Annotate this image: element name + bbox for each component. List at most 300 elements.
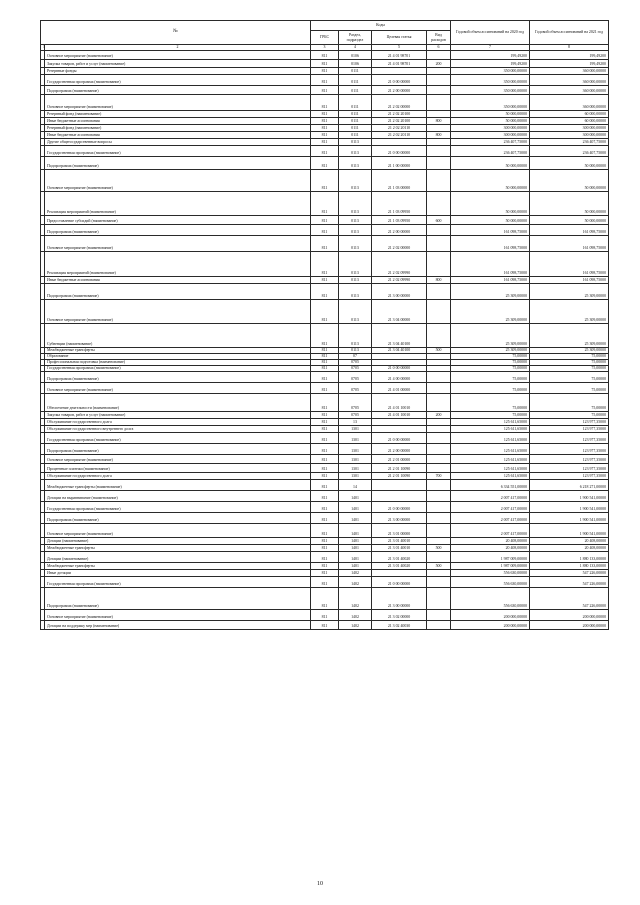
table-row — [41, 491, 609, 502]
row-vr — [427, 372, 451, 383]
row-year2: 123 977,35000 — [530, 419, 609, 426]
row-year1: 350 000,00000 — [451, 95, 530, 111]
row-year1: 199,49200 — [451, 60, 530, 68]
row-year2: 123 977,35000 — [530, 473, 609, 480]
table-row — [41, 545, 609, 552]
row-target: 21 4 00 00000 — [372, 372, 427, 383]
row-target: 21 3 01 40020 — [372, 563, 427, 570]
row-grbs: 811 — [311, 444, 339, 455]
row-name: Резервный фонд (наименование) — [45, 125, 311, 132]
row-name: Закупка товаров, работ и услуг (наименование) — [45, 60, 311, 68]
table-row — [41, 538, 609, 545]
table-row — [41, 125, 609, 132]
row-grbs: 811 — [311, 455, 339, 464]
row-section: 0113 — [339, 277, 372, 284]
row-year2: 123 977,35000 — [530, 426, 609, 433]
row-section: 1401 — [339, 524, 372, 538]
row-year2: 1 900 541,00000 — [530, 491, 609, 502]
row-year2: 20 408,00000 — [530, 545, 609, 552]
row-grbs: 811 — [311, 192, 339, 216]
row-vr: 200 — [427, 60, 451, 68]
row-grbs: 811 — [311, 394, 339, 412]
row-vr: 800 — [427, 132, 451, 139]
table-row — [41, 132, 609, 139]
table-row — [41, 394, 609, 412]
table-row — [41, 252, 609, 277]
row-year1: 350 000,00000 — [451, 86, 530, 95]
row-vr — [427, 524, 451, 538]
row-year1: 161 098,75000 — [451, 225, 530, 236]
table-row — [41, 75, 609, 86]
row-year1: 236 407,75000 — [451, 146, 530, 157]
row-grbs: 811 — [311, 577, 339, 588]
row-vr: 500 — [427, 348, 451, 354]
table-row — [41, 480, 609, 491]
header-grbs: ГРБС — [311, 31, 339, 45]
row-name: Межбюджетные трансферты (наименование) — [45, 480, 311, 491]
row-target: 21 3 01 40020 — [372, 552, 427, 563]
row-year2: 75,00000 — [530, 354, 609, 360]
row-year1: 75,00000 — [451, 372, 530, 383]
row-target: 21 0 00 00000 — [372, 577, 427, 588]
row-target: 21 2 02 00000 — [372, 236, 427, 252]
row-section: 0113 — [339, 216, 372, 225]
row-name: Подпрограмма (наименование) — [45, 157, 311, 170]
row-vr — [427, 125, 451, 132]
row-target: 21 0 00 00000 — [372, 75, 427, 86]
row-year1: 6 334 551,00000 — [451, 480, 530, 491]
row-year1: 125 611,65000 — [451, 464, 530, 473]
row-vr — [427, 394, 451, 412]
row-grbs: 811 — [311, 252, 339, 277]
row-name: Межбюджетные трансферты — [45, 545, 311, 552]
row-grbs: 811 — [311, 360, 339, 366]
row-year1: 199,49200 — [451, 51, 530, 60]
row-grbs: 811 — [311, 464, 339, 473]
row-section: 0106 — [339, 60, 372, 68]
row-section: 0113 — [339, 300, 372, 324]
row-grbs: 811 — [311, 513, 339, 524]
row-vr — [427, 284, 451, 300]
row-name: Дотации (наименование) — [45, 538, 311, 545]
row-name: Государственная программа (наименование) — [45, 75, 311, 86]
table-row — [41, 577, 609, 588]
row-vr — [427, 570, 451, 577]
row-name: Резервные фонды — [45, 68, 311, 75]
row-year2: 199,49200 — [530, 51, 609, 60]
row-section: 0111 — [339, 118, 372, 125]
row-section: 1401 — [339, 513, 372, 524]
row-grbs: 811 — [311, 236, 339, 252]
row-name: Основное мероприятие (наименование) — [45, 455, 311, 464]
row-name: Субвенции (наименование) — [45, 324, 311, 348]
row-name: Обслуживание государственного внутреннего долга — [45, 426, 311, 433]
row-grbs: 811 — [311, 570, 339, 577]
row-target: 21 1 03 09950 — [372, 216, 427, 225]
row-name: Реализация мероприятий (наименование) — [45, 252, 311, 277]
row-target: 21 2 02 09990 — [372, 252, 427, 277]
table-row — [41, 216, 609, 225]
row-target: 21 3 01 40010 — [372, 545, 427, 552]
row-name: Основное мероприятие (наименование) — [45, 95, 311, 111]
row-grbs: 811 — [311, 480, 339, 491]
row-vr — [427, 444, 451, 455]
table-row — [41, 502, 609, 513]
row-vr — [427, 324, 451, 348]
row-vr — [427, 383, 451, 394]
row-section: 0113 — [339, 225, 372, 236]
table-row — [41, 570, 609, 577]
row-section: 1301 — [339, 455, 372, 464]
row-section: 0113 — [339, 192, 372, 216]
header-section: Раздел, подраздел — [339, 31, 372, 45]
row-vr — [427, 577, 451, 588]
row-year2: 50 000,00000 — [530, 170, 609, 192]
table-row — [41, 236, 609, 252]
row-target — [372, 419, 427, 426]
row-target — [372, 480, 427, 491]
row-target: 21 0 00 00000 — [372, 366, 427, 372]
row-grbs: 811 — [311, 139, 339, 146]
row-year1: 125 611,65000 — [451, 444, 530, 455]
row-target: 21 3 02 40030 — [372, 621, 427, 630]
row-grbs: 811 — [311, 324, 339, 348]
row-year1: 200 000,00000 — [451, 621, 530, 630]
row-year1: 75,00000 — [451, 394, 530, 412]
row-grbs: 811 — [311, 95, 339, 111]
row-year2: 75,00000 — [530, 412, 609, 419]
row-year2: 360 000,00000 — [530, 68, 609, 75]
row-target: 21 4 01 10010 — [372, 412, 427, 419]
table-row — [41, 170, 609, 192]
row-year1: 2 007 417,00000 — [451, 502, 530, 513]
row-year2: 300 000,00000 — [530, 132, 609, 139]
table-row — [41, 444, 609, 455]
row-name: Иные бюджетные ассигнования — [45, 132, 311, 139]
row-section: 13 — [339, 419, 372, 426]
header-index: 6 — [427, 45, 451, 51]
row-target: 21 3 01 00000 — [372, 524, 427, 538]
row-vr — [427, 464, 451, 473]
row-name: Основное мероприятие (наименование) — [45, 300, 311, 324]
table-row — [41, 277, 609, 284]
row-year2: 1 900 541,00000 — [530, 524, 609, 538]
row-year2: 1 900 541,00000 — [530, 502, 609, 513]
row-section: 14 — [339, 480, 372, 491]
row-target: 21 4 01 98701 — [372, 51, 427, 60]
row-grbs: 811 — [311, 545, 339, 552]
row-year1: 125 611,65000 — [451, 419, 530, 426]
row-year1: 125 611,65000 — [451, 426, 530, 433]
row-target: 21 4 01 10010 — [372, 394, 427, 412]
row-section: 1401 — [339, 563, 372, 570]
row-name: Резервный фонд (наименование) — [45, 111, 311, 118]
row-year2: 75,00000 — [530, 394, 609, 412]
row-name: Обслуживание государственного долга — [45, 419, 311, 426]
row-year2: 60 000,00000 — [530, 111, 609, 118]
row-year1: 236 407,75000 — [451, 139, 530, 146]
row-target — [372, 570, 427, 577]
table-body — [41, 51, 609, 630]
row-target: 21 3 01 40010 — [372, 538, 427, 545]
row-section: 0106 — [339, 51, 372, 60]
row-target: 21 4 01 98701 — [372, 60, 427, 68]
row-grbs: 811 — [311, 125, 339, 132]
row-target: 21 1 03 00000 — [372, 170, 427, 192]
row-year1: 350 000,00000 — [451, 68, 530, 75]
row-section: 0113 — [339, 170, 372, 192]
row-year2: 20 408,00000 — [530, 538, 609, 545]
row-year1: 75,00000 — [451, 360, 530, 366]
row-vr: 600 — [427, 216, 451, 225]
row-target: 21 0 00 00000 — [372, 146, 427, 157]
row-section: 0705 — [339, 372, 372, 383]
row-target: 21 2 02 20100 — [372, 118, 427, 125]
table-row — [41, 146, 609, 157]
row-vr: 800 — [427, 277, 451, 284]
row-year1: 161 098,75000 — [451, 277, 530, 284]
row-year2: 123 977,35000 — [530, 464, 609, 473]
row-vr — [427, 588, 451, 610]
row-grbs: 811 — [311, 621, 339, 630]
row-year2: 1 880 133,00000 — [530, 563, 609, 570]
row-target: 21 3 00 00000 — [372, 588, 427, 610]
row-section: 0113 — [339, 324, 372, 348]
table-row — [41, 60, 609, 68]
row-vr — [427, 502, 451, 513]
row-section: 0705 — [339, 383, 372, 394]
row-year2: 200 000,00000 — [530, 621, 609, 630]
row-vr: 500 — [427, 563, 451, 570]
row-target: 21 2 00 00000 — [372, 86, 427, 95]
row-year2: 161 098,75000 — [530, 277, 609, 284]
row-target: 21 2 01 00000 — [372, 455, 427, 464]
row-vr: 800 — [427, 118, 451, 125]
row-year1: 75,00000 — [451, 412, 530, 419]
row-grbs: 811 — [311, 157, 339, 170]
row-vr — [427, 192, 451, 216]
row-section: 0111 — [339, 95, 372, 111]
table-row — [41, 111, 609, 118]
table-row — [41, 426, 609, 433]
table-row — [41, 86, 609, 95]
table-row — [41, 513, 609, 524]
row-grbs: 811 — [311, 366, 339, 372]
row-grbs: 811 — [311, 538, 339, 545]
row-year1: 556 630,00000 — [451, 588, 530, 610]
table-row — [41, 68, 609, 75]
row-name: Основное мероприятие (наименование) — [45, 170, 311, 192]
row-target: 21 3 00 00000 — [372, 513, 427, 524]
row-section: 07 — [339, 354, 372, 360]
row-section: 0705 — [339, 366, 372, 372]
row-year2: 75,00000 — [530, 383, 609, 394]
row-target: 21 2 02 20100 — [372, 111, 427, 118]
row-name: Государственная программа (наименование) — [45, 577, 311, 588]
budget-table — [40, 20, 609, 630]
row-section: 0111 — [339, 125, 372, 132]
row-name: Межбюджетные трансферты — [45, 563, 311, 570]
row-year1: 556 630,00000 — [451, 570, 530, 577]
row-year2: 75,00000 — [530, 372, 609, 383]
row-target: 21 2 02 09990 — [372, 277, 427, 284]
row-vr — [427, 86, 451, 95]
row-grbs: 811 — [311, 412, 339, 419]
table-row — [41, 610, 609, 621]
row-name: Процентные платежи (наименование) — [45, 464, 311, 473]
row-grbs: 811 — [311, 524, 339, 538]
row-target — [372, 68, 427, 75]
row-name: Государственная программа (наименование) — [45, 502, 311, 513]
row-year2: 1 900 541,00000 — [530, 513, 609, 524]
row-year1: 161 098,75000 — [451, 252, 530, 277]
row-year2: 161 098,75000 — [530, 252, 609, 277]
row-grbs: 811 — [311, 216, 339, 225]
row-year2: 50 000,00000 — [530, 157, 609, 170]
row-year2: 25 309,00000 — [530, 284, 609, 300]
row-name: Подпрограмма (наименование) — [45, 225, 311, 236]
row-year2: 6 218 271,00000 — [530, 480, 609, 491]
header-index: 3 — [311, 45, 339, 51]
row-section: 0113 — [339, 284, 372, 300]
table-row — [41, 225, 609, 236]
row-year2: 547 226,00000 — [530, 588, 609, 610]
row-name: Подпрограмма (наименование) — [45, 372, 311, 383]
row-year1: 50 000,00000 — [451, 192, 530, 216]
row-section: 1402 — [339, 588, 372, 610]
row-vr — [427, 552, 451, 563]
row-vr — [427, 111, 451, 118]
row-year2: 75,00000 — [530, 360, 609, 366]
row-target: 21 2 02 20110 — [372, 132, 427, 139]
header-index: 7 — [451, 45, 530, 51]
row-year2: 236 407,75000 — [530, 146, 609, 157]
row-year1: 125 611,65000 — [451, 473, 530, 480]
row-grbs: 811 — [311, 383, 339, 394]
row-name: Подпрограмма (наименование) — [45, 513, 311, 524]
row-target: 21 2 02 20110 — [372, 125, 427, 132]
row-year2: 360 000,00000 — [530, 86, 609, 95]
row-target: 21 3 04 00000 — [372, 300, 427, 324]
row-vr — [427, 433, 451, 444]
header-index: 5 — [372, 45, 427, 51]
row-section: 1301 — [339, 433, 372, 444]
row-grbs: 811 — [311, 170, 339, 192]
header-num: № — [41, 21, 311, 45]
row-year1: 25 309,00000 — [451, 284, 530, 300]
row-grbs: 811 — [311, 354, 339, 360]
row-section: 0111 — [339, 68, 372, 75]
row-name: Обеспечение деятельности (наименование) — [45, 394, 311, 412]
row-grbs: 811 — [311, 225, 339, 236]
table-row — [41, 51, 609, 60]
table-row — [41, 383, 609, 394]
row-grbs: 811 — [311, 132, 339, 139]
row-section: 1301 — [339, 444, 372, 455]
row-section: 0111 — [339, 86, 372, 95]
row-year1: 25 309,00000 — [451, 324, 530, 348]
row-grbs: 811 — [311, 111, 339, 118]
row-grbs: 811 — [311, 473, 339, 480]
row-grbs: 811 — [311, 419, 339, 426]
row-year1: 50 000,00000 — [451, 111, 530, 118]
table-row — [41, 563, 609, 570]
row-year1: 50 000,00000 — [451, 170, 530, 192]
row-vr: 500 — [427, 545, 451, 552]
row-grbs: 811 — [311, 491, 339, 502]
row-year1: 2 007 417,00000 — [451, 491, 530, 502]
row-grbs: 811 — [311, 426, 339, 433]
row-target: 21 3 04 40100 — [372, 324, 427, 348]
row-vr — [427, 225, 451, 236]
row-year1: 50 000,00000 — [451, 157, 530, 170]
row-year2: 123 977,35000 — [530, 444, 609, 455]
row-grbs: 811 — [311, 146, 339, 157]
row-name: Иные дотации — [45, 570, 311, 577]
table-row — [41, 412, 609, 419]
row-grbs: 811 — [311, 118, 339, 125]
row-year1: 125 611,65000 — [451, 455, 530, 464]
row-vr — [427, 300, 451, 324]
row-year2: 123 977,35000 — [530, 455, 609, 464]
row-year1: 200 000,00000 — [451, 610, 530, 621]
row-section: 0705 — [339, 412, 372, 419]
row-vr — [427, 75, 451, 86]
row-section: 0113 — [339, 236, 372, 252]
row-target — [372, 426, 427, 433]
row-section: 0113 — [339, 146, 372, 157]
row-grbs: 811 — [311, 300, 339, 324]
header-index: 8 — [530, 45, 609, 51]
row-year2: 547 226,00000 — [530, 570, 609, 577]
row-target: 21 0 00 00000 — [372, 433, 427, 444]
row-year2: 50 000,00000 — [530, 216, 609, 225]
row-year2: 236 407,75000 — [530, 139, 609, 146]
page-number: 10 — [317, 881, 323, 887]
row-grbs: 811 — [311, 277, 339, 284]
row-grbs: 811 — [311, 68, 339, 75]
row-target — [372, 491, 427, 502]
row-name: Иные бюджетные ассигнования — [45, 277, 311, 284]
table-row — [41, 524, 609, 538]
row-year1: 25 309,00000 — [451, 348, 530, 354]
table-row — [41, 552, 609, 563]
table-row — [41, 284, 609, 300]
row-grbs: 811 — [311, 610, 339, 621]
row-name: Межбюджетные трансферты — [45, 348, 311, 354]
row-name: Профессиональная подготовка (наименование) — [45, 360, 311, 366]
row-name: Дотации на выравнивание (наименование) — [45, 491, 311, 502]
row-grbs: 811 — [311, 86, 339, 95]
row-year1: 20 408,00000 — [451, 545, 530, 552]
row-year1: 25 309,00000 — [451, 300, 530, 324]
row-name: Подпрограмма (наименование) — [45, 284, 311, 300]
table-row — [41, 139, 609, 146]
row-section: 1301 — [339, 426, 372, 433]
table-row — [41, 372, 609, 383]
table-row — [41, 157, 609, 170]
row-vr — [427, 252, 451, 277]
header-year1: Годовой объем ассигнований на 2020 год — [451, 21, 530, 45]
row-target: 21 3 04 40100 — [372, 348, 427, 354]
row-name: Дотации (наименование) — [45, 552, 311, 563]
row-target: 21 2 02 00000 — [372, 95, 427, 111]
row-section: 1401 — [339, 502, 372, 513]
row-section: 1401 — [339, 552, 372, 563]
row-year1: 75,00000 — [451, 354, 530, 360]
row-year1: 1 987 009,00000 — [451, 563, 530, 570]
row-section: 1401 — [339, 491, 372, 502]
